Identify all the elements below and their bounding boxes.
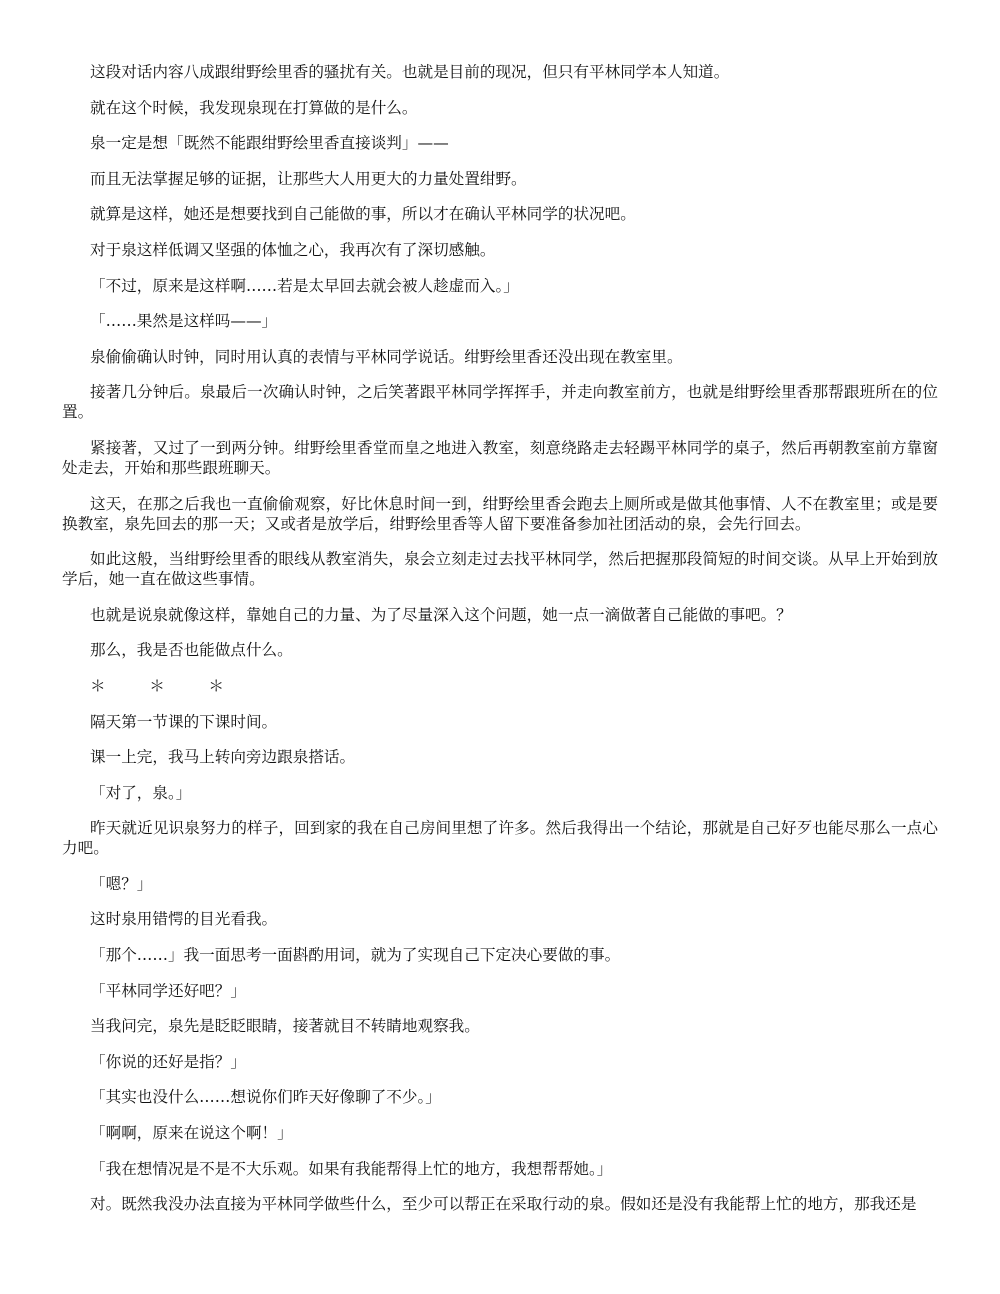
paragraph: 泉偷偷确认时钟，同时用认真的表情与平林同学说话。绀野绘里香还没出现在教室里。 [90, 347, 683, 366]
paragraph: 就算是这样，她还是想要找到自己能做的事，所以才在确认平林同学的状况吧。 [90, 205, 636, 224]
dialogue-line: 「……果然是这样吗——」 [90, 312, 278, 331]
dialogue-line: 「嗯？」 [90, 874, 153, 893]
section-break: ＊ ＊ ＊ [90, 676, 238, 695]
paragraph: 隔天第一节课的下课时间。 [90, 712, 278, 731]
paragraph: 对。既然我没办法直接为平林同学做些什么，至少可以帮正在采取行动的泉。假如还是没有我能帮上忙的地方，那我还是 [90, 1195, 917, 1214]
dialogue-line: 「其实也没什么……想说你们昨天好像聊了不少。」 [90, 1088, 441, 1107]
dialogue-line: 「我在想情况是不是不大乐观。如果有我能帮得上忙的地方，我想帮帮她。」 [90, 1159, 613, 1178]
paragraph: 那么，我是否也能做点什么。 [90, 641, 293, 660]
paragraph: 当我问完，泉先是眨眨眼睛，接著就目不转睛地观察我。 [90, 1017, 480, 1036]
paragraph: 昨天就近见识泉努力的样子，回到家的我在自己房间里想了许多。然后我得出一个结论，那就是自己好歹也能尽那么一点心力吧。 [62, 819, 938, 858]
paragraph: 这段对话内容八成跟绀野绘里香的骚扰有关。也就是目前的现况，但只有平林同学本人知道。 [90, 63, 730, 81]
dialogue-line: 「啊啊，原来在说这个啊！」 [90, 1124, 293, 1143]
paragraph: 这时泉用错愕的目光看我。 [90, 910, 278, 929]
dialogue-line: 「对了，泉。」 [90, 783, 192, 802]
dialogue-line: 「不过，原来是这样啊……若是太早回去就会被人趁虚而入。」 [90, 276, 519, 295]
dialogue-line: 「你说的还好是指？」 [90, 1052, 246, 1071]
dialogue-line: 「平林同学还好吧？」 [90, 981, 246, 1000]
paragraph: 而且无法掌握足够的证据，让那些大人用更大的力量处置绀野。 [90, 169, 527, 188]
paragraph: 这天，在那之后我也一直偷偷观察，好比休息时间一到，绀野绘里香会跑去上厕所或是做其他事情、人不在教室里；或是要换教室，泉先回去的那一天；又或者是放学后，绀野绘里香等人留下要准备参加社团活动的泉，会先行回去。 [62, 494, 938, 533]
paragraph: 也就是说泉就像这样，靠她自己的力量、为了尽量深入这个问题，她一点一滴做著自己能做的事吧。？ [90, 605, 792, 624]
paragraph: 对于泉这样低调又坚强的体恤之心，我再次有了深切感触。 [90, 240, 496, 259]
paragraph: 如此这般，当绀野绘里香的眼线从教室消失，泉会立刻走过去找平林同学，然后把握那段简短的时间交谈。从早上开始到放学后，她一直在做这些事情。 [62, 550, 938, 589]
dialogue-line: 「那个……」我一面思考一面斟酌用词，就为了实现自己下定决心要做的事。 [90, 946, 621, 965]
document-page [62, 62, 938, 1230]
paragraph: 就在这个时候，我发现泉现在打算做的是什么。 [90, 98, 418, 117]
paragraph: 课一上完，我马上转向旁边跟泉搭话。 [90, 748, 356, 767]
paragraph: 紧接著，又过了一到两分钟。绀野绘里香堂而皇之地进入教室，刻意绕路走去轻踢平林同学的桌子，然后再朝教室前方靠窗处走去，开始和那些跟班聊天。 [62, 438, 938, 477]
paragraph: 接著几分钟后。泉最后一次确认时钟，之后笑著跟平林同学挥挥手，并走向教室前方，也就是绀野绘里香那帮跟班所在的位置。 [62, 383, 938, 422]
paragraph: 泉一定是想「既然不能跟绀野绘里香直接谈判」—— [90, 134, 449, 153]
